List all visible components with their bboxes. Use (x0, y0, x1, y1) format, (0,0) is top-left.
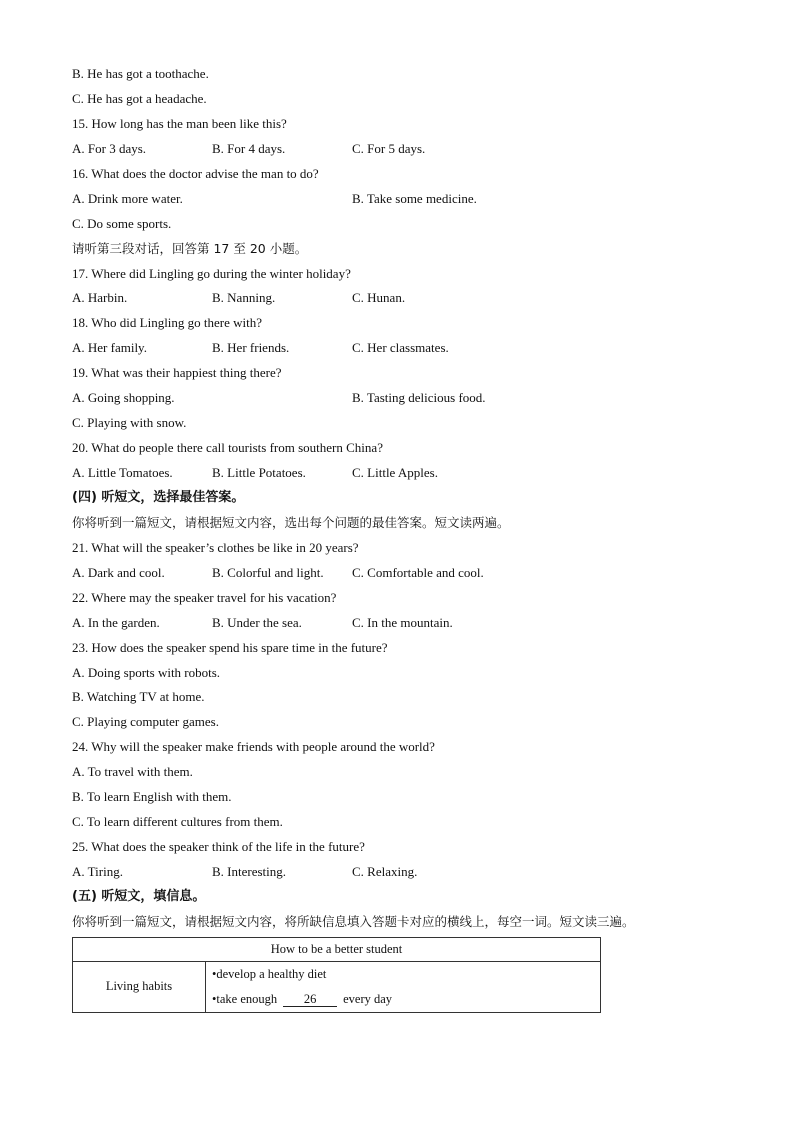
answer-option[interactable]: B. Colorful and light. (212, 564, 324, 580)
answer-option[interactable]: C. Comfortable and cool. (352, 564, 484, 580)
question-line: 21. What will the speaker’s clothes be like in 20 years? (72, 539, 359, 555)
options-row (72, 561, 732, 586)
question-line: 22. Where may the speaker travel for his vacation? (72, 589, 337, 605)
info-table (72, 937, 601, 1013)
answer-option[interactable]: B. Under the sea. (212, 614, 302, 630)
options-row (72, 286, 732, 311)
answer-blank-26[interactable]: 26 (283, 992, 337, 1007)
question-line: B. He has got a toothache. (72, 66, 209, 81)
exam-page (72, 62, 732, 1013)
question-line: C. To learn different cultures from them. (72, 814, 283, 830)
question-line: 23. How does the speaker spend his spare time in the future? (72, 639, 388, 655)
question-line: C. Do some sports. (72, 215, 172, 231)
question-line: 16. What does the doctor advise the man to do? (72, 165, 319, 181)
options-row (72, 386, 732, 411)
options-row (72, 187, 732, 212)
answer-option[interactable]: A. Her family. (72, 340, 147, 356)
habit-item-1: •develop a healthy diet (212, 966, 327, 981)
section-heading: (五) 听短文，填信息。 (72, 888, 206, 904)
question-line: 20. What do people there call tourists from southern China? (72, 440, 383, 456)
answer-option[interactable]: A. Harbin. (72, 290, 128, 306)
answer-option[interactable]: C. In the mountain. (352, 614, 453, 630)
habit-item-2-text: •take enough (212, 991, 278, 1006)
answer-option[interactable]: C. Hunan. (352, 290, 406, 306)
options-row (72, 336, 732, 361)
answer-option[interactable]: A. Dark and cool. (72, 564, 165, 580)
answer-option[interactable]: C. For 5 days. (352, 140, 426, 156)
answer-option[interactable]: A. Drink more water. (72, 190, 183, 206)
question-lines (72, 62, 732, 935)
answer-option[interactable]: B. Nanning. (212, 290, 276, 306)
answer-option[interactable]: B. Take some medicine. (352, 190, 477, 206)
question-line: C. Playing with snow. (72, 415, 187, 431)
instruction-text: 你将听到一篇短文，请根据短文内容，将所缺信息填入答题卡对应的横线上，每空一词。短文读三遍。 (72, 913, 635, 929)
question-line: C. He has got a headache. (72, 90, 207, 106)
options-row (72, 137, 732, 162)
habit-item-2-after: every day (343, 991, 393, 1006)
answer-option[interactable]: C. Little Apples. (352, 465, 438, 480)
habit-items (206, 961, 601, 1012)
instruction-text: 你将听到一篇短文，请根据短文内容，选出每个问题的最佳答案。短文读两遍。 (72, 514, 510, 530)
answer-option[interactable]: B. Interesting. (212, 864, 287, 879)
answer-option[interactable]: A. Going shopping. (72, 390, 175, 406)
answer-option[interactable]: A. In the garden. (72, 614, 160, 630)
answer-option[interactable]: A. Tiring. (72, 864, 123, 879)
table-title: How to be a better student (73, 937, 601, 961)
question-line: 24. Why will the speaker make friends with people around the world? (72, 739, 435, 755)
question-line: 15. How long has the man been like this? (72, 115, 287, 131)
question-line: 19. What was their happiest thing there? (72, 365, 282, 381)
question-line: 18. Who did Lingling go there with? (72, 315, 263, 331)
answer-option[interactable]: A. Little Tomatoes. (72, 465, 173, 480)
answer-option[interactable]: B. Her friends. (212, 340, 290, 356)
options-row (72, 611, 732, 636)
answer-option[interactable]: B. Little Potatoes. (212, 465, 306, 480)
answer-option[interactable]: C. Her classmates. (352, 340, 449, 356)
row-label: Living habits (73, 961, 206, 1012)
answer-option[interactable]: B. Tasting delicious food. (352, 390, 486, 406)
question-line: B. Watching TV at home. (72, 689, 205, 705)
question-line: C. Playing computer games. (72, 714, 219, 730)
answer-option[interactable]: A. For 3 days. (72, 140, 147, 156)
answer-option[interactable]: B. For 4 days. (212, 140, 286, 156)
section-heading: (四) 听短文，选择最佳答案。 (72, 489, 245, 505)
question-line: 25. What does the speaker think of the life in the future? (72, 839, 365, 855)
question-line: A. To travel with them. (72, 764, 193, 780)
options-row (72, 461, 732, 486)
question-line: B. To learn English with them. (72, 789, 232, 805)
question-line: A. Doing sports with robots. (72, 664, 221, 680)
answer-option[interactable]: C. Relaxing. (352, 864, 418, 879)
instruction-text: 请听第三段对话，回答第 17 至 20 小题。 (72, 240, 308, 256)
options-row (72, 860, 732, 885)
habit-item-2 (206, 987, 600, 1012)
question-line: 17. Where did Lingling go during the winter holiday? (72, 265, 351, 281)
